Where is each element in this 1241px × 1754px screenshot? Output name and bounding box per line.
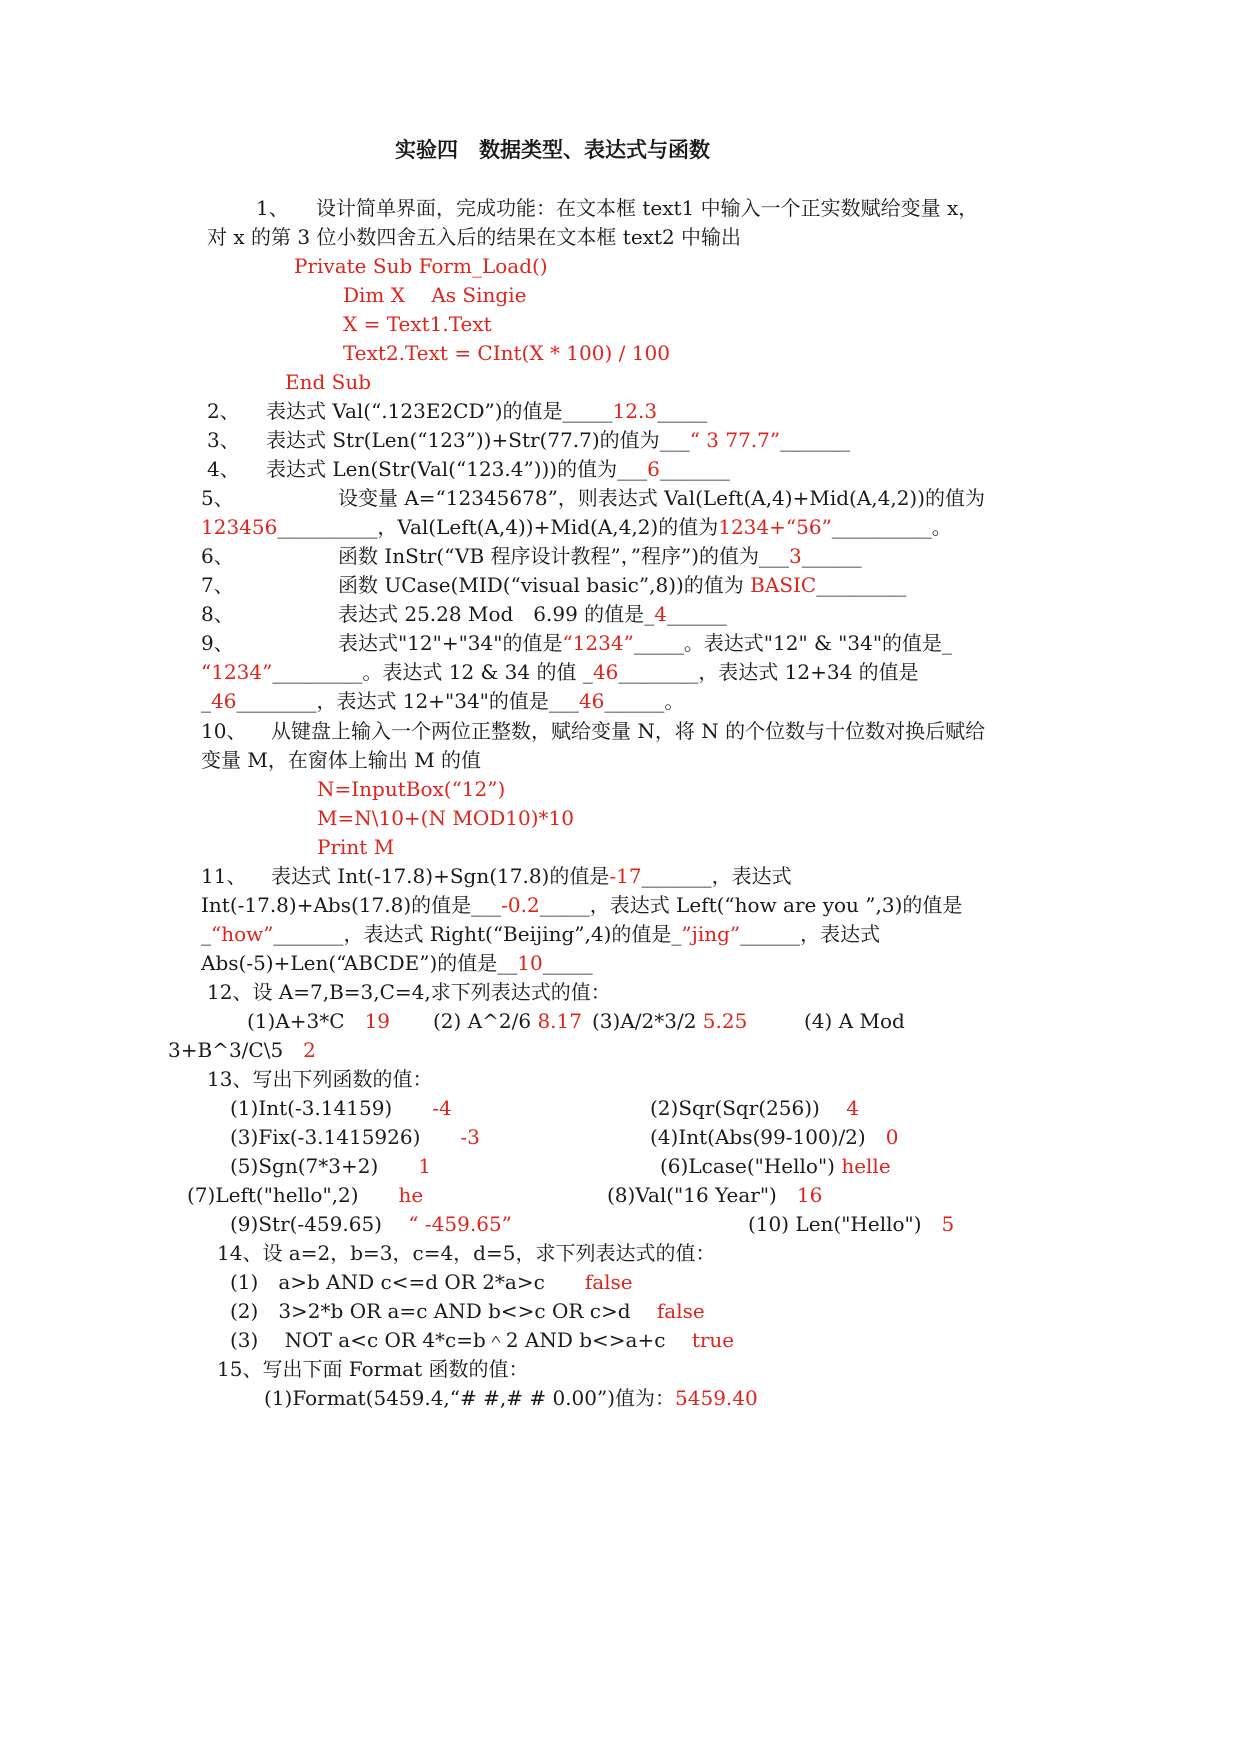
q13-answer: 16 bbox=[796, 1183, 823, 1207]
q9-text-4: ，表达式 12+34 的值是 bbox=[698, 660, 919, 684]
q14-answer: false bbox=[656, 1299, 705, 1323]
q11-answer-2: -0.2 bbox=[501, 893, 540, 917]
q13-answer: 0 bbox=[885, 1125, 899, 1149]
q13-expr: (5)Sgn(7*3+2) bbox=[230, 1154, 379, 1178]
q1-text: 设计简单界面，完成功能：在文本框 text1 中输入一个正实数赋给变量 x， bbox=[316, 196, 979, 220]
q12-expr: (1)A+3*C bbox=[247, 1009, 345, 1033]
q14-expr: (1) a>b AND c<=d OR 2*a>c bbox=[230, 1270, 545, 1294]
q11-answer-3: “how” bbox=[211, 922, 274, 946]
q9-answer-2: “1234” bbox=[201, 660, 273, 684]
q13-item bbox=[660, 1151, 891, 1181]
q9-line2: “1234”_________。表达式 12 & 34 的值 _46________，表达式 12+34 的值是 bbox=[201, 660, 919, 684]
q13-item bbox=[230, 1122, 480, 1152]
q3-text: 表达式 Str(Len(“123”))+Str(77.7)的值为 bbox=[266, 428, 660, 452]
q15-title: 15、写出下面 Format 函数的值： bbox=[217, 1357, 529, 1381]
q9-text-2: 。表达式"12" & "34"的值是 bbox=[683, 631, 943, 655]
q11-text-6: ，表达式 bbox=[800, 922, 881, 946]
q14-item bbox=[230, 1296, 705, 1326]
q14-answer: true bbox=[691, 1328, 735, 1352]
q7-line: 函数 UCase(MID(“visual basic”,8))的值为 BASIC_________ bbox=[338, 573, 907, 597]
q13-expr: (3)Fix(-3.1415926) bbox=[230, 1125, 421, 1149]
q13-answer: -3 bbox=[460, 1125, 480, 1149]
q11-number: 11、 bbox=[201, 864, 247, 888]
q9-text-3: 。表达式 12 & 34 的值 bbox=[362, 660, 583, 684]
q3-line: 表达式 Str(Len(“123”))+Str(77.7)的值为___“ 3 77.7”_______ bbox=[266, 428, 851, 452]
q4-number: 4、 bbox=[207, 457, 240, 481]
q4-line: 表达式 Len(Str(Val(“123.4”)))的值为___6_______ bbox=[266, 457, 730, 481]
q12-answer: 8.17 bbox=[537, 1009, 582, 1033]
q6-line: 函数 InStr(“VB 程序设计教程”，”程序”)的值为___3______ bbox=[338, 544, 862, 568]
q12-title: 12、设 A=7,B=3,C=4,求下列表达式的值： bbox=[207, 980, 611, 1004]
q11-line2: Int(-17.8)+Abs(17.8)的值是___-0.2_____，表达式 Left(“how are you ”,3)的值是 bbox=[201, 893, 963, 917]
q1-number: 1、 bbox=[256, 196, 289, 220]
q8-line: 表达式 25.28 Mod 6.99 的值是_4______ bbox=[338, 602, 727, 626]
q11-text-5: ，表达式 Right(“Beijing”,4)的值是 bbox=[343, 922, 672, 946]
q15-item bbox=[264, 1383, 758, 1413]
q5-answer-1: 123456 bbox=[201, 515, 278, 539]
q6-answer: 3 bbox=[789, 544, 802, 568]
q5-text: 设变量 A=“12345678”，则表达式 Val(Left(A,4)+Mid(A,4,2))的值为 bbox=[338, 486, 986, 510]
q6-text: 函数 InStr(“VB 程序设计教程”，”程序”)的值为 bbox=[338, 544, 759, 568]
q2-text: 表达式 Val(“.123E2CD”)的值是 bbox=[266, 399, 563, 423]
q5-line2: 123456__________，Val(Left(A,4))+Mid(A,4,2)的值为1234+“56”__________。 bbox=[201, 515, 952, 539]
q12-expr: (2) A^2/6 bbox=[433, 1009, 532, 1033]
q14-answer: false bbox=[584, 1270, 633, 1294]
q11-text: 表达式 Int(-17.8)+Sgn(17.8)的值是 bbox=[271, 864, 610, 888]
q12-expr: (3)A/2*3/2 bbox=[592, 1009, 697, 1033]
q14-expr: (2) 3>2*b OR a=c AND b<>c OR c>d bbox=[230, 1299, 631, 1323]
q13-answer: “ -459.65” bbox=[408, 1212, 512, 1236]
q7-answer: BASIC bbox=[750, 573, 817, 597]
q5-answer-2: 1234+“56” bbox=[718, 515, 832, 539]
q4-text: 表达式 Len(Str(Val(“123.4”)))的值为 bbox=[266, 457, 618, 481]
q9-answer-5: 46 bbox=[578, 689, 605, 713]
q14-expr: (3) NOT a<c OR 4*c=b＾2 AND b<>a+c bbox=[230, 1328, 666, 1352]
q12-answer: 2 bbox=[303, 1038, 316, 1062]
q13-item bbox=[187, 1180, 423, 1210]
q12-expr: 3+B^3/C\5 bbox=[168, 1038, 284, 1062]
q13-expr: (10) Len("Hello") bbox=[748, 1212, 922, 1236]
q13-answer: helle bbox=[841, 1154, 891, 1178]
q9-end: 。 bbox=[664, 689, 685, 713]
q13-item bbox=[607, 1180, 822, 1210]
q13-expr: (2)Sqr(Sqr(256)) bbox=[650, 1096, 820, 1120]
q1-code-line: Private Sub Form_Load() bbox=[294, 254, 548, 278]
q5-text-2: ，Val(Left(A,4))+Mid(A,4,2)的值为 bbox=[377, 515, 719, 539]
q13-title: 13、写出下列函数的值： bbox=[207, 1067, 433, 1091]
q11-text-3: Int(-17.8)+Abs(17.8)的值是 bbox=[201, 893, 472, 917]
q13-expr: (9)Str(-459.65) bbox=[230, 1212, 382, 1236]
q5-number: 5、 bbox=[201, 486, 234, 510]
q10-code-line: N=InputBox(“12”) bbox=[317, 777, 506, 801]
q12-expr: (4) A Mod bbox=[804, 1009, 905, 1033]
q9-number: 9、 bbox=[201, 631, 234, 655]
q12-item bbox=[592, 1006, 747, 1036]
q9-answer-1: “1234” bbox=[562, 631, 634, 655]
q8-number: 8、 bbox=[201, 602, 234, 626]
q11-answer-5: 10 bbox=[517, 951, 543, 975]
q11-text-7: Abs(-5)+Len(“ABCDE”)的值是 bbox=[201, 951, 498, 975]
q9-line3: _46________，表达式 12+"34"的值是___46______。 bbox=[201, 689, 685, 713]
q14-item bbox=[230, 1267, 633, 1297]
q10-code-line: Print M bbox=[317, 835, 395, 859]
q13-expr: (6)Lcase("Hello") bbox=[660, 1154, 835, 1178]
q2-line: 表达式 Val(“.123E2CD”)的值是_____12.3_____ bbox=[266, 399, 708, 423]
q8-answer: 4 bbox=[654, 602, 667, 626]
q12-answer: 5.25 bbox=[702, 1009, 748, 1033]
q11-text-4: ，表达式 Left(“how are you ”,3)的值是 bbox=[589, 893, 963, 917]
q13-expr: (7)Left("hello",2) bbox=[187, 1183, 359, 1207]
q13-answer: 4 bbox=[846, 1096, 859, 1120]
q10-code-line: M=N\10+(N MOD10)*10 bbox=[317, 806, 574, 830]
q1-code-line: End Sub bbox=[285, 370, 372, 394]
q13-answer: he bbox=[398, 1183, 424, 1207]
q11-line4: Abs(-5)+Len(“ABCDE”)的值是__10_____ bbox=[201, 951, 593, 975]
q13-item bbox=[748, 1209, 954, 1239]
q9-text: 表达式"12"+"34"的值是 bbox=[338, 631, 563, 655]
q12-item bbox=[433, 1006, 582, 1036]
q13-answer: -4 bbox=[432, 1096, 452, 1120]
q13-item bbox=[230, 1209, 512, 1239]
q8-text: 表达式 25.28 Mod 6.99 的值是 bbox=[338, 602, 645, 626]
q9-line1: 表达式"12"+"34"的值是“1234”_____。表达式"12" & "34"的值是_ bbox=[338, 631, 953, 655]
q11-answer-1: -17 bbox=[609, 864, 642, 888]
q13-expr: (4)Int(Abs(99-100)/2) bbox=[650, 1125, 866, 1149]
q12-item-cont bbox=[168, 1035, 316, 1065]
q7-number: 7、 bbox=[201, 573, 234, 597]
q10-number: 10、 bbox=[201, 719, 247, 743]
q13-item bbox=[650, 1093, 859, 1123]
q10-text-cont: 变量 M，在窗体上输出 M 的值 bbox=[201, 748, 482, 772]
q15-answer: 5459.40 bbox=[675, 1386, 758, 1410]
q5-end: 。 bbox=[931, 515, 952, 539]
q15-expr: (1)Format(5459.4,“# #,# # 0.00”)值为： bbox=[264, 1386, 676, 1410]
q1-code-line: Text2.Text = CInt(X * 100) / 100 bbox=[343, 341, 670, 365]
q3-answer: “ 3 77.7” bbox=[689, 428, 781, 452]
q13-item bbox=[230, 1093, 452, 1123]
q2-answer: 12.3 bbox=[612, 399, 658, 423]
q3-number: 3、 bbox=[207, 428, 240, 452]
page-title: 实验四 数据类型、表达式与函数 bbox=[395, 137, 710, 162]
q7-text: 函数 UCase(MID(“visual basic”,8))的值为 bbox=[338, 573, 751, 597]
q13-item bbox=[650, 1122, 898, 1152]
q12-item bbox=[804, 1006, 905, 1036]
q9-answer-4: 46 bbox=[211, 689, 237, 713]
q11-text-2: ，表达式 bbox=[711, 864, 792, 888]
q1-code-line: Dim X As Singie bbox=[343, 283, 527, 307]
q9-text-5: ，表达式 12+"34"的值是 bbox=[316, 689, 549, 713]
q14-item bbox=[230, 1325, 734, 1355]
q6-number: 6、 bbox=[201, 544, 234, 568]
q1-text-cont: 对 x 的第 3 位小数四舍五入后的结果在文本框 text2 中输出 bbox=[207, 225, 742, 249]
q12-item bbox=[247, 1006, 390, 1036]
q12-answer: 19 bbox=[364, 1009, 391, 1033]
q13-item bbox=[230, 1151, 431, 1181]
q11-line3: _“how”_______，表达式 Right(“Beijing”,4)的值是_”jing”______，表达式 bbox=[201, 922, 881, 946]
q2-number: 2、 bbox=[207, 399, 240, 423]
q9-answer-3: 46 bbox=[592, 660, 619, 684]
q10-text: 从键盘上输入一个两位正整数，赋给变量 N，将 N 的个位数与十位数对换后赋给 bbox=[271, 719, 986, 743]
q11-line1: 表达式 Int(-17.8)+Sgn(17.8)的值是-17_______，表达式 bbox=[271, 864, 792, 888]
q13-answer: 5 bbox=[941, 1212, 955, 1236]
q13-expr: (1)Int(-3.14159) bbox=[230, 1096, 393, 1120]
q11-answer-4: ”jing” bbox=[681, 922, 741, 946]
q1-code-line: X = Text1.Text bbox=[343, 312, 492, 336]
q13-expr: (8)Val("16 Year") bbox=[607, 1183, 777, 1207]
q4-answer: 6 bbox=[647, 457, 660, 481]
q14-title: 14、设 a=2，b=3，c=4，d=5，求下列表达式的值： bbox=[217, 1241, 716, 1265]
q13-answer: 1 bbox=[418, 1154, 431, 1178]
